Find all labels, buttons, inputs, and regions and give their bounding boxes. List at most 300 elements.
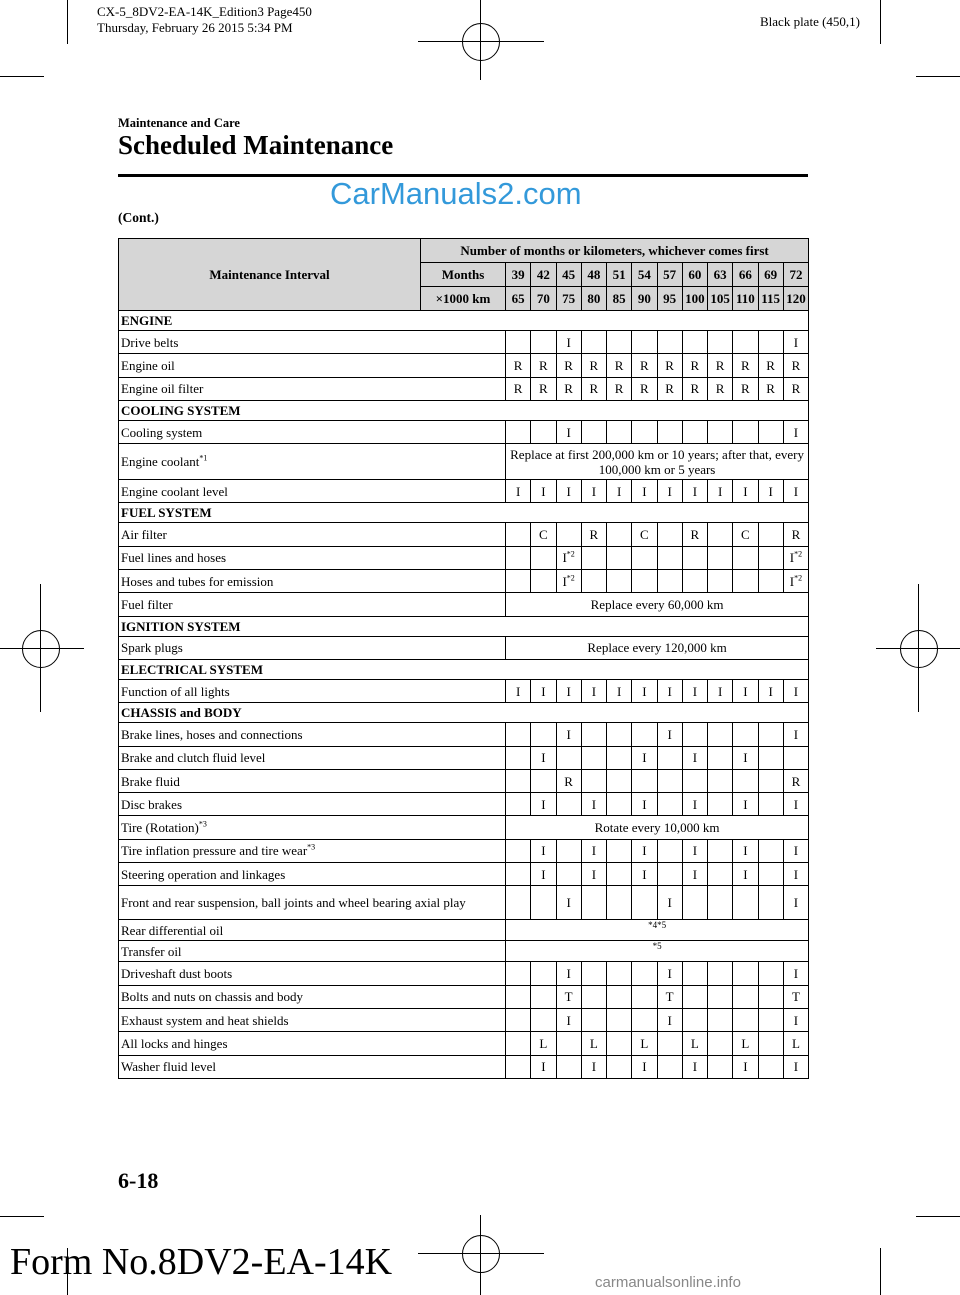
- schedule-cell: [581, 679, 606, 702]
- schedule-value: I: [541, 843, 546, 859]
- item-label: [119, 1055, 506, 1078]
- schedule-cell: [531, 679, 556, 702]
- schedule-cell: [581, 886, 606, 920]
- schedule-cell: [556, 1055, 581, 1078]
- schedule-cell: [506, 1008, 531, 1031]
- schedule-cell: [632, 839, 657, 862]
- schedule-cell: [708, 863, 733, 886]
- item-text: Drive belts: [121, 334, 179, 350]
- schedule-cell: [682, 354, 707, 377]
- schedule-cell: [733, 523, 758, 546]
- footnote-ref: *1: [199, 453, 208, 463]
- footnote-ref: *2: [794, 573, 803, 583]
- schedule-cell: [783, 863, 808, 886]
- schedule-cell: [531, 962, 556, 985]
- schedule-value: R: [715, 381, 725, 397]
- footnote-ref: *2: [794, 550, 803, 560]
- schedule-value: R: [791, 381, 801, 397]
- table-row: [119, 1032, 809, 1055]
- item-label: [119, 723, 506, 746]
- schedule-cell: [506, 377, 531, 400]
- schedule-cell: [531, 746, 556, 769]
- schedule-cell: [657, 962, 682, 985]
- span-note: Replace at first 200,000 km or 10 years; after that, every 100,000 km or 5 years: [506, 444, 809, 480]
- schedule-cell: [581, 793, 606, 816]
- schedule-value: I: [591, 483, 597, 499]
- schedule-value: I: [692, 750, 698, 766]
- schedule-cell: [758, 523, 783, 546]
- schedule-cell: [581, 1008, 606, 1031]
- schedule-cell: [733, 839, 758, 862]
- schedule-cell: [758, 546, 783, 569]
- category-label: ELECTRICAL SYSTEM: [119, 659, 809, 679]
- schedule-cell: [581, 331, 606, 354]
- category-row: [119, 659, 809, 679]
- footer-watermark: carmanualsonline.info: [595, 1274, 741, 1291]
- schedule-value: I: [642, 483, 647, 499]
- schedule-value: I: [591, 683, 597, 699]
- schedule-cell: [783, 354, 808, 377]
- item-text: Cooling system: [121, 424, 203, 440]
- schedule-cell: [506, 985, 531, 1008]
- km-value: 95: [657, 287, 682, 311]
- item-label: [119, 354, 506, 377]
- item-text: Spark plugs: [121, 640, 183, 656]
- schedule-cell: [581, 839, 606, 862]
- item-label: [119, 679, 506, 702]
- table-row: [119, 723, 809, 746]
- item-label: [119, 793, 506, 816]
- km-value: 110: [733, 287, 758, 311]
- schedule-cell: [733, 377, 758, 400]
- item-text: Engine oil: [121, 357, 175, 373]
- item-label: [119, 746, 506, 769]
- continued-label: (Cont.): [118, 210, 159, 225]
- schedule-value: L: [640, 1035, 649, 1051]
- schedule-cell: [531, 793, 556, 816]
- footnote-ref: *2: [566, 573, 575, 583]
- schedule-value: R: [791, 527, 801, 543]
- schedule-cell: [531, 1032, 556, 1055]
- schedule-cell: [556, 480, 581, 503]
- schedule-value: I: [566, 1012, 571, 1028]
- schedule-value: L: [741, 1035, 750, 1051]
- schedule-cell: [758, 377, 783, 400]
- schedule-cell: [632, 985, 657, 1008]
- schedule-cell: [581, 523, 606, 546]
- schedule-cell: [632, 863, 657, 886]
- schedule-value: T: [564, 989, 573, 1005]
- schedule-cell: [657, 886, 682, 920]
- schedule-cell: [556, 886, 581, 920]
- schedule-cell: [657, 793, 682, 816]
- schedule-cell: [506, 354, 531, 377]
- schedule-cell: [708, 886, 733, 920]
- schedule-cell: [657, 679, 682, 702]
- schedule-cell: [607, 985, 632, 1008]
- schedule-cell: [708, 746, 733, 769]
- schedule-value: R: [640, 357, 649, 373]
- schedule-cell: [556, 962, 581, 985]
- item-label: [119, 839, 506, 862]
- schedule-cell: [758, 886, 783, 920]
- schedule-cell: [708, 839, 733, 862]
- crop-mark: [0, 76, 44, 77]
- schedule-value: I: [692, 483, 698, 499]
- item-label: [119, 331, 506, 354]
- schedule-value: I: [667, 683, 672, 699]
- schedule-cell: [657, 546, 682, 569]
- schedule-cell: [758, 1032, 783, 1055]
- schedule-cell: [556, 570, 581, 593]
- schedule-cell: [556, 863, 581, 886]
- table-row: [119, 523, 809, 546]
- schedule-value: I: [616, 683, 622, 699]
- span-footnote: *4*5: [506, 920, 809, 941]
- table-row: [119, 593, 809, 616]
- schedule-value: I: [793, 965, 799, 981]
- header-row: [119, 239, 809, 263]
- schedule-cell: [607, 769, 632, 792]
- schedule-value: R: [589, 527, 599, 543]
- schedule-cell: [733, 570, 758, 593]
- schedule-cell: [607, 354, 632, 377]
- schedule-cell: [682, 1055, 707, 1078]
- schedule-value: R: [741, 381, 750, 397]
- schedule-value: R: [766, 357, 775, 373]
- schedule-value: I: [768, 483, 773, 499]
- footnote-ref: *3: [198, 819, 207, 829]
- month-value: 48: [581, 263, 606, 287]
- schedule-cell: [657, 331, 682, 354]
- schedule-value: I: [566, 334, 571, 350]
- schedule-cell: [581, 769, 606, 792]
- schedule-cell: [758, 746, 783, 769]
- schedule-value: I: [541, 866, 546, 882]
- schedule-value: L: [589, 1035, 598, 1051]
- schedule-cell: [581, 420, 606, 443]
- schedule-cell: [758, 420, 783, 443]
- item-text: Brake fluid: [121, 773, 180, 789]
- item-label: [119, 546, 506, 569]
- schedule-cell: [682, 746, 707, 769]
- schedule-cell: [708, 1032, 733, 1055]
- schedule-cell: [708, 679, 733, 702]
- item-label: [119, 1008, 506, 1031]
- schedule-value: I: [667, 726, 672, 742]
- schedule-cell: [783, 546, 808, 569]
- schedule-value: I: [541, 750, 546, 766]
- crop-mark: [880, 0, 881, 44]
- schedule-cell: [783, 679, 808, 702]
- schedule-cell: [733, 863, 758, 886]
- month-value: 51: [607, 263, 632, 287]
- category-row: [119, 400, 809, 420]
- registration-circle: [900, 630, 938, 668]
- schedule-cell: [682, 377, 707, 400]
- schedule-value: I: [793, 895, 799, 911]
- schedule-value: R: [640, 381, 649, 397]
- schedule-cell: [682, 331, 707, 354]
- schedule-value: I: [566, 965, 571, 981]
- table-row: [119, 354, 809, 377]
- item-text: Brake and clutch fluid level: [121, 750, 266, 766]
- schedule-cell: [733, 679, 758, 702]
- item-text: Fuel lines and hoses: [121, 550, 227, 566]
- schedule-value: I: [793, 1012, 799, 1028]
- schedule-value: R: [791, 773, 801, 789]
- schedule-value: I: [566, 683, 571, 699]
- schedule-cell: [607, 331, 632, 354]
- schedule-value: I: [692, 1059, 698, 1075]
- table-row: [119, 1008, 809, 1031]
- schedule-cell: [758, 863, 783, 886]
- schedule-cell: [682, 769, 707, 792]
- schedule-cell: [657, 420, 682, 443]
- item-text: Steering operation and linkages: [121, 866, 286, 882]
- schedule-cell: [506, 886, 531, 920]
- item-text: Disc brakes: [121, 796, 183, 812]
- table-row: [119, 816, 809, 839]
- schedule-value: I: [667, 1012, 672, 1028]
- schedule-value: I: [541, 1059, 546, 1075]
- schedule-cell: [506, 839, 531, 862]
- table-row: [119, 444, 809, 480]
- schedule-value: I: [692, 683, 698, 699]
- item-text: Bolts and nuts on chassis and body: [121, 989, 303, 1005]
- schedule-cell: [632, 746, 657, 769]
- item-text: Driveshaft dust boots: [121, 965, 233, 981]
- schedule-cell: [632, 523, 657, 546]
- schedule-cell: [531, 354, 556, 377]
- schedule-value: I: [541, 483, 546, 499]
- table-row: [119, 546, 809, 569]
- item-text: Transfer oil: [121, 943, 182, 959]
- schedule-cell: [506, 1032, 531, 1055]
- schedule-cell: [657, 985, 682, 1008]
- table-row: [119, 480, 809, 503]
- schedule-cell: [581, 985, 606, 1008]
- schedule-cell: [531, 1055, 556, 1078]
- schedule-cell: [531, 723, 556, 746]
- schedule-cell: [682, 723, 707, 746]
- schedule-value: I: [743, 866, 748, 882]
- schedule-value: I: [793, 683, 799, 699]
- schedule-cell: [758, 723, 783, 746]
- schedule-value: R: [665, 357, 674, 373]
- schedule-value: I: [566, 726, 571, 742]
- item-text: Engine coolant level: [121, 483, 228, 499]
- schedule-cell: [531, 331, 556, 354]
- schedule-cell: [758, 839, 783, 862]
- schedule-value: I: [789, 573, 795, 589]
- schedule-cell: [733, 546, 758, 569]
- schedule-value: I: [591, 843, 597, 859]
- schedule-cell: [531, 523, 556, 546]
- span-note: Replace every 60,000 km: [506, 593, 809, 616]
- table-row: [119, 941, 809, 962]
- schedule-cell: [531, 985, 556, 1008]
- schedule-cell: [632, 480, 657, 503]
- schedule-cell: [556, 839, 581, 862]
- category-label: FUEL SYSTEM: [119, 503, 809, 523]
- schedule-value: I: [667, 965, 672, 981]
- schedule-value: R: [589, 381, 599, 397]
- schedule-cell: [733, 769, 758, 792]
- schedule-value: I: [717, 683, 723, 699]
- schedule-value: I: [541, 683, 546, 699]
- schedule-value: C: [640, 527, 649, 543]
- schedule-value: I: [743, 750, 748, 766]
- month-value: 72: [783, 263, 808, 287]
- schedule-cell: [556, 354, 581, 377]
- schedule-value: I: [642, 683, 647, 699]
- schedule-value: I: [743, 796, 748, 812]
- schedule-cell: [783, 746, 808, 769]
- km-value: 115: [758, 287, 783, 311]
- km-value: 100: [682, 287, 707, 311]
- km-value: 85: [607, 287, 632, 311]
- schedule-cell: [783, 1032, 808, 1055]
- schedule-cell: [733, 886, 758, 920]
- schedule-cell: [556, 546, 581, 569]
- print-header: [97, 4, 312, 36]
- schedule-cell: [581, 546, 606, 569]
- interval-header: Maintenance Interval: [119, 239, 421, 311]
- schedule-cell: [783, 985, 808, 1008]
- schedule-cell: [783, 1055, 808, 1078]
- month-value: 63: [708, 263, 733, 287]
- schedule-cell: [607, 1055, 632, 1078]
- registration-circle: [462, 1235, 500, 1273]
- schedule-cell: [657, 377, 682, 400]
- schedule-cell: [506, 962, 531, 985]
- schedule-cell: [758, 480, 783, 503]
- item-label: [119, 941, 506, 962]
- schedule-cell: [581, 1032, 606, 1055]
- crop-mark: [67, 0, 68, 44]
- category-row: [119, 703, 809, 723]
- schedule-value: I: [793, 843, 799, 859]
- table-row: [119, 570, 809, 593]
- schedule-cell: [506, 331, 531, 354]
- schedule-cell: [758, 570, 783, 593]
- schedule-cell: [531, 570, 556, 593]
- schedule-value: R: [614, 357, 624, 373]
- schedule-value: I: [566, 895, 571, 911]
- schedule-cell: [733, 480, 758, 503]
- schedule-value: I: [642, 866, 647, 882]
- table-row: [119, 863, 809, 886]
- schedule-cell: [581, 480, 606, 503]
- schedule-cell: [758, 1008, 783, 1031]
- km-value: 120: [783, 287, 808, 311]
- span-note: Replace every 120,000 km: [506, 636, 809, 659]
- schedule-cell: [657, 480, 682, 503]
- item-label: [119, 962, 506, 985]
- schedule-value: R: [564, 381, 573, 397]
- schedule-value: C: [539, 527, 548, 543]
- table-row: [119, 636, 809, 659]
- schedule-cell: [581, 746, 606, 769]
- schedule-value: R: [539, 357, 548, 373]
- footnote-ref: *2: [566, 550, 575, 560]
- schedule-value: L: [690, 1035, 699, 1051]
- schedule-cell: [682, 1032, 707, 1055]
- item-label: [119, 523, 506, 546]
- schedule-value: I: [793, 424, 799, 440]
- schedule-cell: [783, 570, 808, 593]
- schedule-value: I: [692, 866, 698, 882]
- schedule-cell: [733, 354, 758, 377]
- schedule-value: I: [667, 483, 672, 499]
- page-number: 6-18: [118, 1168, 159, 1193]
- schedule-cell: [581, 570, 606, 593]
- schedule-cell: [632, 679, 657, 702]
- schedule-cell: [607, 962, 632, 985]
- schedule-cell: [632, 420, 657, 443]
- schedule-cell: [708, 354, 733, 377]
- span-footnote: *5: [506, 941, 809, 962]
- schedule-cell: [531, 863, 556, 886]
- category-row: [119, 616, 809, 636]
- schedule-cell: [632, 331, 657, 354]
- schedule-cell: [581, 962, 606, 985]
- item-text: Engine coolant: [121, 454, 200, 470]
- schedule-cell: [632, 793, 657, 816]
- schedule-value: I: [515, 483, 521, 499]
- schedule-cell: [531, 546, 556, 569]
- schedule-cell: [556, 723, 581, 746]
- schedule-cell: [581, 354, 606, 377]
- schedule-cell: [783, 331, 808, 354]
- schedule-cell: [682, 793, 707, 816]
- schedule-value: I: [591, 866, 597, 882]
- schedule-value: I: [566, 424, 571, 440]
- schedule-cell: [632, 570, 657, 593]
- schedule-cell: [632, 546, 657, 569]
- table-row: [119, 331, 809, 354]
- form-number: Form No.8DV2-EA-14K: [10, 1241, 393, 1283]
- schedule-cell: [506, 570, 531, 593]
- schedule-cell: [783, 1008, 808, 1031]
- schedule-cell: [783, 769, 808, 792]
- schedule-cell: [733, 985, 758, 1008]
- schedule-cell: [657, 723, 682, 746]
- schedule-value: R: [715, 357, 725, 373]
- km-value: 80: [581, 287, 606, 311]
- watermark-logo: CarManuals2.com: [330, 176, 582, 211]
- plate-label: Black plate (450,1): [760, 14, 860, 29]
- schedule-value: I: [692, 796, 698, 812]
- footnote-ref: *3: [307, 843, 316, 853]
- month-value: 39: [506, 263, 531, 287]
- schedule-cell: [682, 546, 707, 569]
- schedule-cell: [783, 793, 808, 816]
- schedule-cell: [708, 331, 733, 354]
- schedule-cell: [708, 793, 733, 816]
- schedule-cell: [758, 331, 783, 354]
- schedule-value: C: [741, 527, 750, 543]
- schedule-cell: [506, 480, 531, 503]
- schedule-cell: [632, 962, 657, 985]
- schedule-cell: [708, 962, 733, 985]
- schedule-cell: [607, 886, 632, 920]
- schedule-cell: [758, 985, 783, 1008]
- category-label: CHASSIS and BODY: [119, 703, 809, 723]
- schedule-cell: [632, 1032, 657, 1055]
- schedule-value: T: [665, 989, 674, 1005]
